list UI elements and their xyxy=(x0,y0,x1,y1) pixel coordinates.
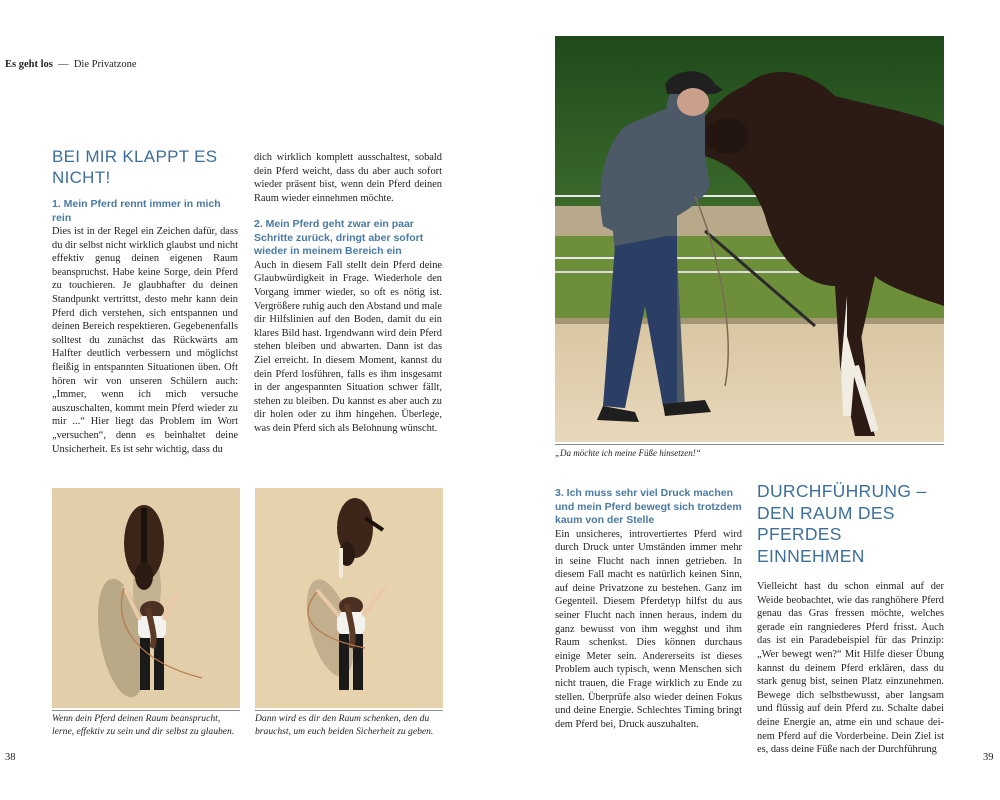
running-head-separator: — xyxy=(58,59,69,70)
section-3-body: Ein unsicheres, introvertiertes Pferd wird durch Druck unter Umständen immer mehr in seine Flucht nach innen getrieben. In diesem Fall macht es natürlich keinen Sinn, auf deine Privatzone zu bestehen. Ganz im Gegenteil. Diesem Pferdetyp hilfst du aus seiner Flucht nach innen heraus, indem du ganz bewusst von ihm wegghst und ihm Raum schenkst. Dies können durchaus einige Meter sein. Andererseits ist dieses Problem auch typisch, wenn Menschen sich nicht trauen, die Frage wirklich zu Ende zu stellen. Überprüfe also wieder deinen Fokus und deine Energie. Schlechtes Timing bringt dem Pferd bei, Druck auszuhalten. xyxy=(555,528,742,730)
photo-horse-top-view-2 xyxy=(255,488,443,708)
section-1-body: Dies ist in der Regel ein Zeichen dafür, dass du dir selbst nicht wirklich glaubst und nicht effektiv genug deinen eigenen Raum beanspruchst. Habe keine Sorge, dein Pferd zu touchieren. Je glaubhafter du deinen Standpunkt vertrittst, desto mehr kann dein Pferd dich verstehen, sich entspannen und deinen Bereich respektieren. Gegebenenfalls solltest du zunächst das Rückwärts am Halfter deutlich verbessern und möglichst fleißig in entspannten Situationen üben. Oft hören wir von unseren Schülern auch: „Immer, wenn ich mich versuche auszuschalten, kommt mein Pferd wieder zu mir ...“ Hier liegt das Problem im Wort „versuchen“, denn es beinhaltet deine Unsicherheit. Es ist sehr wichtig, dass du xyxy=(52,226,238,455)
right-page-title: DURCHFÜHRUNG – DEN RAUM DES PFERDES EINNEHMEN xyxy=(757,481,927,566)
left-page-title: BEI MIR KLAPPT ES NICHT! xyxy=(52,147,218,187)
photo-horse-top-view-1 xyxy=(52,488,240,708)
photo-caption-rule xyxy=(555,444,944,445)
right-column-1 xyxy=(555,487,742,731)
section-2-heading: 2. Mein Pferd geht zwar ein paar Schritte zurück, dringt aber sofort wieder in meinem Bereich ein xyxy=(254,218,424,258)
column-2-intro: dich wirklich komplett ausschaltest, sobald dein Pferd weicht, dass du aber auch sofort wieder präsent bist, wenn dein Pferd deinen Raum wieder einnehmen möchte. xyxy=(254,152,442,204)
caption-rule-1 xyxy=(52,710,240,711)
left-column-2 xyxy=(254,151,442,436)
running-head-section: Die Privatzone xyxy=(73,59,137,70)
photo-caption-2: Dann wird es dir den Raum schenken, den du brauchst, um euch beiden Sicherheit zu geben. xyxy=(255,713,434,737)
left-column-1 xyxy=(52,146,238,456)
page-number-right: 39 xyxy=(983,752,994,763)
photo-caption-main: „Da möchte ich meine Füße hinsetzen!“ xyxy=(555,448,701,458)
right-column-2 xyxy=(757,481,944,757)
section-3-heading: 3. Ich muss sehr viel Druck machen und mein Pferd bewegt sich trotzdem kaum von der Stelle xyxy=(555,487,742,526)
photo-man-with-horse xyxy=(555,36,944,442)
running-head-chapter: Es geht los xyxy=(5,59,53,70)
section-1-heading: 1. Mein Pferd rennt immer in mich rein xyxy=(52,198,221,224)
caption-rule-2 xyxy=(255,710,443,711)
page-number-left: 38 xyxy=(5,752,16,763)
running-head xyxy=(5,59,137,70)
durchfuehrung-body: Vielleicht hast du schon einmal auf der Weide beobachtet, wie das ranghöhere Pferd genau das Gras fressen möchte, welches gerade ein rangniederes Pferd frisst. Auch das ist ein Paradebeispiel für das Prinzip: „Wer bewegt wen?“ Mit Hilfe dieser Übung kannst du deinem Pferd erklären, dass du stark genug bist, seinen Platz einzunehmen. Bewege dich selbstbewusst, aber langsam und flüssig auf dein Pferd zu. Schalte dabei deine Energie an, atme ein und schaue deinem Pferd auf die Vorderbeine. Dein Ziel ist es, dass deine Füße nach der Durchführung xyxy=(757,581,944,756)
section-2-body: Auch in diesem Fall stellt dein Pferd deine Glaubwürdigkeit in Frage. Wiederhole den Vorgang immer wieder, so oft es nötig ist. Vergrößere ruhig auch den Abstand und male dir Hilfslinien auf den Boden, damit du ein klares Bild hast. Irgendwann wird dein Pferd stehen bleiben und abwarten. Dann ist das Ziel erreicht. In diesem Moment, kannst du dein Pferd losführen, falls es ihm insgesamt in der angespannten Situation schwer fällt, stehen zu bleiben. Du kannst es aber auch zu dir holen oder zu ihm hingehen. Überlege, was dein Pferd sich als Belohnung wünscht. xyxy=(254,259,442,434)
photo-caption-1: Wenn dein Pferd deinen Raum beansprucht, lerne, effektiv zu sein und dir selbst zu glauben. xyxy=(52,713,235,737)
